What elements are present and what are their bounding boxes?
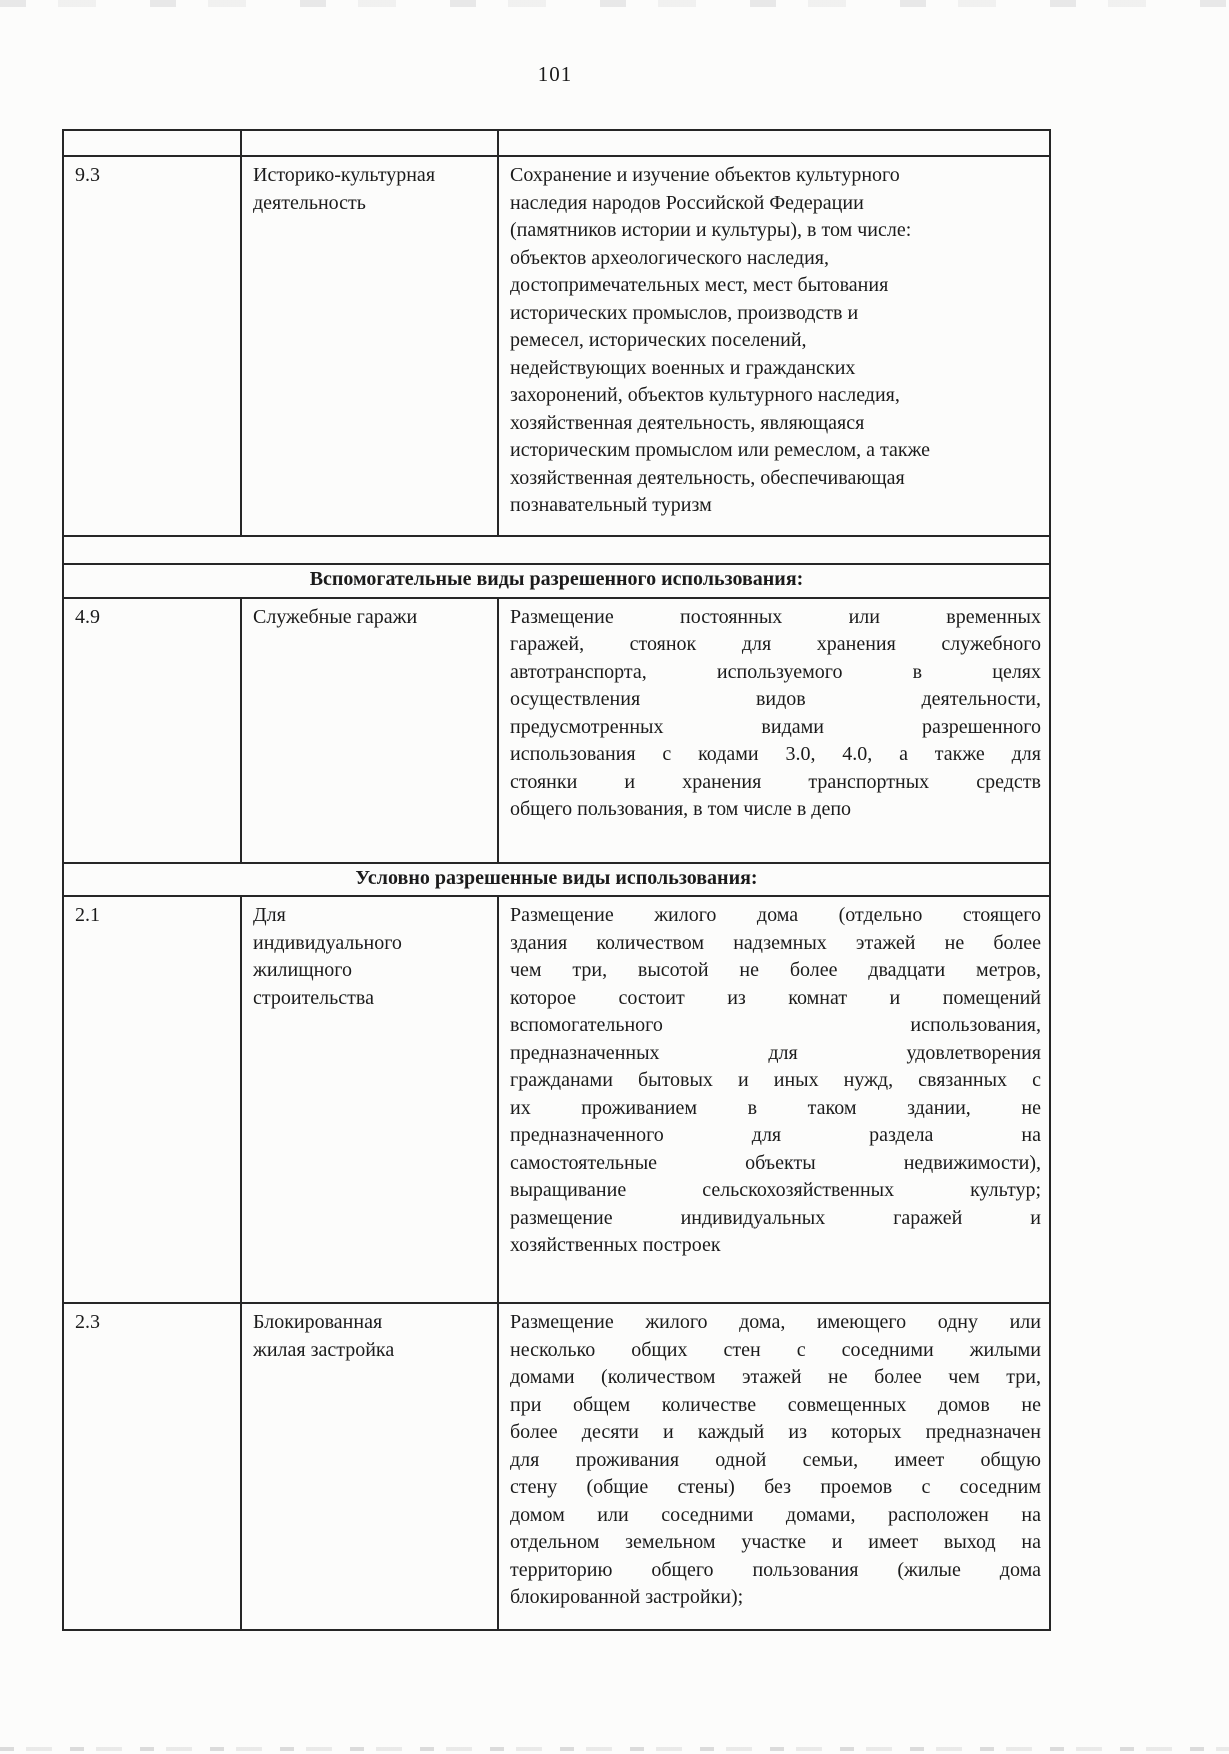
table-row xyxy=(63,598,1050,863)
land-use-table xyxy=(62,129,1051,1631)
empty-cell xyxy=(241,130,498,156)
table-row-spacer xyxy=(63,536,1050,564)
table-row xyxy=(63,1303,1050,1630)
section-header-conditional: Условно разрешенные виды использования: xyxy=(63,863,1050,897)
section-header-auxiliary: Вспомогательные виды разрешенного использования: xyxy=(63,564,1050,598)
section-header-row xyxy=(63,564,1050,598)
code-cell: 4.9 xyxy=(63,598,241,863)
code-cell: 9.3 xyxy=(63,156,241,536)
description-cell: Размещение жилого дома, имеющего одну или несколько общих стен с соседними жилыми домами (количеством этажей не более чем три, при общем количестве совмещенных домов не более десяти и каждый из которых предназначен для проживания одной семьи, имеет общую стену (общие стены) без проемов с соседним домом или соседними домами, расположен на отдельном земельном участке и имеет выход на территорию общего пользования (жилые дома блокированной застройки); xyxy=(498,1303,1050,1630)
code-cell: 2.3 xyxy=(63,1303,241,1630)
table-row xyxy=(63,896,1050,1303)
scan-artifact-top xyxy=(0,0,1229,7)
section-header-row xyxy=(63,863,1050,897)
name-cell: Для индивидуального жилищного строительства xyxy=(241,896,498,1303)
description-cell: Сохранение и изучение объектов культурного наследия народов Российской Федерации (памятников истории и культуры), в том числе: объектов археологического наследия, достопримечательных мест, мест бытования исторических промыслов, производств и ремесел, исторических поселений, недействующих военных и гражданских захоронений, объектов культурного наследия, хозяйственная деятельность, являющаяся историческим промыслом или ремеслом, а также хозяйственная деятельность, обеспечивающая познавательный туризм xyxy=(498,156,1050,536)
table-row xyxy=(63,156,1050,536)
description-cell: Размещение постоянных или временных гаражей, стоянок для хранения служебного автотранспорта, используемого в целях осуществления видов деятельности, предусмотренных видами разрешенного использования с кодами 3.0, 4.0, а также для стоянки и хранения транспортных средств общего пользования, в том числе в депо xyxy=(498,598,1050,863)
code-cell: 2.1 xyxy=(63,896,241,1303)
name-cell: Служебные гаражи xyxy=(241,598,498,863)
empty-cell xyxy=(63,130,241,156)
table-row-carryover-empty xyxy=(63,130,1050,156)
empty-cell xyxy=(498,130,1050,156)
name-cell: Блокированная жилая застройка xyxy=(241,1303,498,1630)
scan-artifact-bottom xyxy=(0,1747,1229,1751)
description-cell: Размещение жилого дома (отдельно стоящего здания количеством надземных этажей не более чем три, высотой не более двадцати метров, которое состоит из комнат и помещений вспомогательного использования, предназначенных для удовлетворения гражданами бытовых и иных нужд, связанных с их проживанием в таком здании, не предназначенного для раздела на самостоятельные объекты недвижимости), выращивание сельскохозяйственных культур; размещение индивидуальных гаражей и хозяйственных построек xyxy=(498,896,1050,1303)
empty-cell xyxy=(63,536,1050,564)
page-number: 101 xyxy=(537,62,573,86)
name-cell: Историко-культурная деятельность xyxy=(241,156,498,536)
